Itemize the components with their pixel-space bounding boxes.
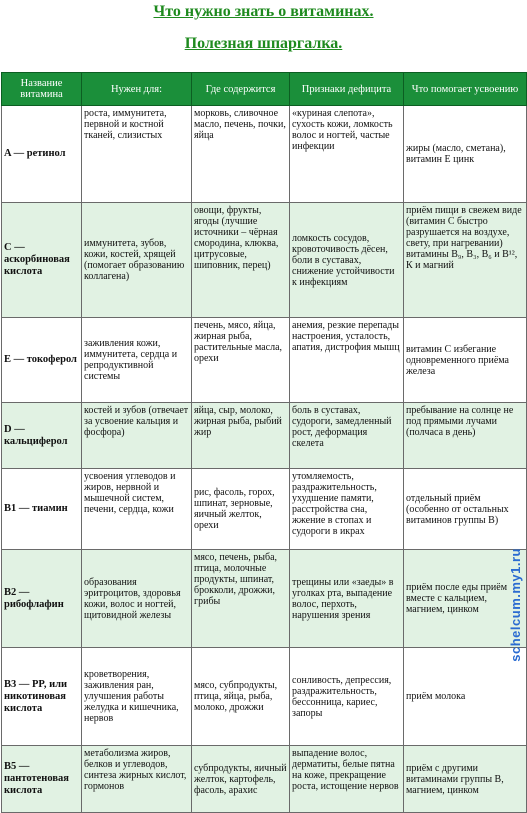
needed-for-cell: образования эритроцитов, здоровья кожи, волос и ногтей, щитовидной железы xyxy=(82,550,192,648)
source-cell: субпродукты, яичный желток, картофель, фасоль, арахис xyxy=(192,746,290,813)
table-row xyxy=(2,318,527,403)
source-cell: яйца, сыр, молоко, жирная рыба, рыбий жир xyxy=(192,403,290,469)
vitamin-name: B3 — PP, или никотиновая кислота xyxy=(2,648,82,746)
deficit-cell: выпадение волос, дерматиты, белые пятна на коже, прекращение роста, истощение нервов xyxy=(290,746,404,813)
absorption-cell: пребывание на солнце не под прямыми лучами (полчаса в день) xyxy=(404,403,527,469)
deficit-cell: боль в суставах, судороги, замедленный рост, деформация скелета xyxy=(290,403,404,469)
vitamin-name: B2 — рибофлафин xyxy=(2,550,82,648)
header-deficit-signs: Признаки дефицита xyxy=(290,73,404,106)
header-source: Где содержится xyxy=(192,73,290,106)
table-header-row xyxy=(2,73,527,106)
source-cell: мясо, печень, рыба, птица, молочные продукты, шпинат, брокколи, дрожжи, грибы xyxy=(192,550,290,648)
table-row xyxy=(2,203,527,318)
deficit-cell: сонливость, депрессия, раздражительность, бессонница, кариес, запоры xyxy=(290,648,404,746)
absorption-cell: жиры (масло, сметана), витамин Е цинк xyxy=(404,106,527,203)
source-cell: мясо, субпродукты, птица, яйца, рыба, молоко, дрожжи xyxy=(192,648,290,746)
absorption-cell: приём после еды приём вместе с кальцием, магнием, цинком xyxy=(404,550,527,648)
absorption-cell: приём с другими витаминами группы В, магнием, цинком xyxy=(404,746,527,813)
needed-for-cell: костей и зубов (отвечает за усвоение кальция и фосфора) xyxy=(82,403,192,469)
needed-for-cell: метаболизма жиров, белков и углеводов, синтеза жирных кислот, гормонов xyxy=(82,746,192,813)
page-subtitle: Полезная шпаргалка. xyxy=(184,35,343,52)
vitamin-name: A — ретинол xyxy=(2,106,82,203)
source-cell: печень, мясо, яйца, жирная рыба, растительные масла, орехи xyxy=(192,318,290,403)
needed-for-cell: заживления кожи, иммунитета, сердца и репродуктивной системы xyxy=(82,318,192,403)
deficit-cell: анемия, резкие перепады настроения, усталость, апатия, дистрофия мышц xyxy=(290,318,404,403)
absorption-cell: приём молока xyxy=(404,648,527,746)
site-watermark: schelcum.my1.ru xyxy=(508,548,523,662)
table-row xyxy=(2,469,527,550)
source-cell: овощи, фрукты, ягоды (лучшие источники – чёрная смородина, клюква, цитрусовые, шиповник, перец) xyxy=(192,203,290,318)
deficit-cell: утомляемость, раздражительность, ухудшение памяти, расстройства сна, жжение в стопах и судороги в икрах xyxy=(290,469,404,550)
vitamin-name: B5 — пантотеновая кислота xyxy=(2,746,82,813)
header-needed-for: Нужен для: xyxy=(82,73,192,106)
needed-for-cell: роста, иммунитета, первной и костной тканей, слизистых xyxy=(82,106,192,203)
source-cell: рис, фасоль, горох, шпинат, зерновые, яичный желток, орехи xyxy=(192,469,290,550)
table-row xyxy=(2,550,527,648)
header-absorption-help: Что помогает усвоению xyxy=(404,73,527,106)
deficit-cell: «куриная слепота», сухость кожи, ломкость волос и ногтей, частые инфекции xyxy=(290,106,404,203)
absorption-cell: витамин С избегание одновременного приёма железа xyxy=(404,318,527,403)
vitamin-name: D — кальциферол xyxy=(2,403,82,469)
absorption-cell: отдельный приём (особенно от остальных витаминов группы B) xyxy=(404,469,527,550)
deficit-cell: трещины или «заеды» в уголках рта, выпадение волос, перхоть, нарушения зрения xyxy=(290,550,404,648)
vitamins-table xyxy=(1,72,527,813)
needed-for-cell: иммунитета, зубов, кожи, костей, хрящей (помогает образованию коллагена) xyxy=(82,203,192,318)
header-vitamin-name: Название витамина xyxy=(2,73,82,106)
table-row xyxy=(2,746,527,813)
vitamin-name: С — аскорбиновая кислота xyxy=(2,203,82,318)
vitamin-name: Е — токоферол xyxy=(2,318,82,403)
deficit-cell: ломкость сосудов, кровоточивость дёсен, боли в суставах, снижение устойчивости к инфекциям xyxy=(290,203,404,318)
needed-for-cell: усвоения углеводов и жиров, нервной и мышечной систем, печени, сердца, кожи xyxy=(82,469,192,550)
table-row xyxy=(2,648,527,746)
table-row xyxy=(2,403,527,469)
needed-for-cell: кроветворения, заживления ран, улучшения работы желудка и кишечника, нервов xyxy=(82,648,192,746)
table-row xyxy=(2,106,527,203)
absorption-cell: приём пищи в свежем виде (витамин С быстро разрушается на воздухе, свету, при нагревании) витамины B₉, B₃, B₆ и B¹², К и магний xyxy=(404,203,527,318)
page-title: Что нужно знать о витаминах. xyxy=(153,3,374,20)
source-cell: морковь, сливочное масло, печень, почки, яйца xyxy=(192,106,290,203)
vitamin-name: B1 — тиамин xyxy=(2,469,82,550)
